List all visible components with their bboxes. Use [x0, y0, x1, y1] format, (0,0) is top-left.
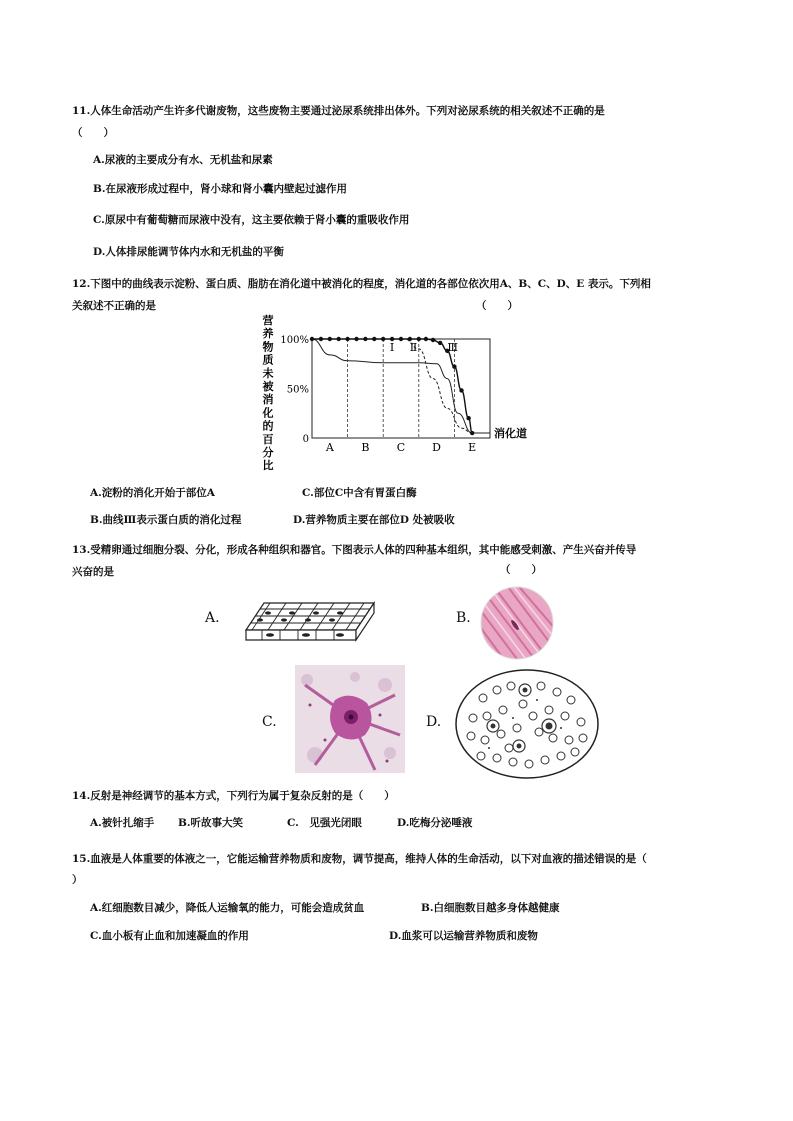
series-3-point	[337, 337, 341, 341]
series-3-point	[438, 341, 442, 345]
q14-option-a: A.被针扎缩手	[90, 817, 155, 829]
q12-option-d: D.营养物质主要在部位D 处被吸收	[293, 514, 455, 526]
y-axis-label-char: 化	[262, 406, 274, 420]
y-axis-label	[262, 313, 275, 472]
curve-label: Ⅰ	[389, 340, 395, 354]
y-tick-label: 100%	[280, 335, 309, 346]
curve-label: Ⅲ	[447, 340, 458, 354]
q12-option-b: B.曲线Ⅲ表示蛋白质的消化过程	[90, 514, 242, 526]
x-category-label: A	[325, 441, 334, 454]
y-axis-label-char: 被	[262, 380, 274, 393]
x-category-label: E	[468, 441, 477, 454]
q15-option-b: B.白细胞数目越多身体越健康	[421, 902, 560, 914]
q12-paren: （ ）	[476, 300, 518, 312]
q15-stem: 15.血液是人体重要的体液之一，它能运输营养物质和废物，调节提高，维持人体的生命活动，以下对血液的描述错误的是（	[72, 853, 647, 865]
series-3-point	[431, 338, 435, 342]
y-tick-label: 0	[302, 434, 309, 445]
q11-stem: 11.人体生命活动产生许多代谢废物，这些废物主要通过泌尿系统排出体外。下列对泌尿系统的相关叙述不正确的是	[72, 105, 605, 117]
series-3-point	[424, 337, 428, 341]
series-3-point	[459, 388, 463, 392]
x-category-label: B	[361, 441, 370, 454]
series-3-point	[399, 337, 403, 341]
y-tick-label: 50%	[286, 384, 309, 396]
curve-label: Ⅱ	[409, 340, 418, 354]
blood-tissue-image	[453, 668, 601, 780]
series-3-point	[470, 431, 474, 435]
q11-option-d: D.人体排尿能调节体内水和无机盐的平衡	[93, 246, 284, 258]
epithelial-tissue-image	[240, 598, 378, 646]
q11-paren: （ ）	[72, 127, 114, 139]
q12-stem-line2: 关叙述不正确的是	[72, 300, 156, 312]
q11-option-c: C.原尿中有葡萄糖而尿液中没有，这主要依赖于肾小囊的重吸收作用	[93, 214, 410, 226]
y-axis-label-char: 质	[262, 353, 274, 367]
digestion-chart	[250, 312, 540, 477]
q12-option-a: A.淀粉的消化开始于部位A	[90, 487, 215, 499]
y-axis-label-char: 比	[262, 459, 274, 473]
series-3-point	[372, 337, 376, 341]
y-axis-label-char: 消	[262, 393, 274, 407]
q14-stem: 14.反射是神经调节的基本方式，下列行为属于复杂反射的是（ ）	[72, 790, 395, 802]
series-lines	[310, 337, 490, 435]
y-tick-labels	[280, 335, 309, 445]
y-axis-label-char: 分	[262, 446, 274, 459]
q15-option-d: D.血浆可以运输营养物质和废物	[389, 930, 538, 942]
series-3-point	[354, 337, 358, 341]
x-category-label: D	[432, 441, 442, 454]
q12-stem: 12.下图中的曲线表示淀粉、蛋白质、脂肪在消化道中被消化的程度，消化道的各部位依次用A、B、C、D、E 表示。下列相	[72, 278, 651, 290]
y-axis-label-char: 百	[262, 432, 274, 446]
q12-option-c: C.部位C中含有胃蛋白酶	[302, 487, 417, 499]
q15-option-c: C.血小板有止血和加速凝血的作用	[90, 930, 249, 942]
q13-stem: 13.受精卵通过细胞分裂、分化，形成各种组织和器官。下图表示人体的四种基本组织，其中能感受刺激、产生兴奋并传导	[72, 544, 637, 556]
curve-labels	[390, 341, 458, 354]
series-line-1	[312, 339, 490, 433]
q15-option-a: A.红细胞数目减少，降低人运输氧的能力，可能会造成贫血	[90, 902, 365, 914]
series-3-point	[319, 337, 323, 341]
series-3-point	[417, 337, 421, 341]
plot-frame	[312, 339, 490, 438]
series-3-point	[381, 337, 385, 341]
q13-stem-line2: 兴奋的是	[72, 566, 114, 578]
q11-option-b: B.在尿液形成过程中，肾小球和肾小囊内壁起过滤作用	[93, 183, 348, 195]
x-category-labels	[325, 441, 476, 454]
q14-option-c: C. 见强光闭眼	[287, 817, 362, 829]
q13-paren: （ ）	[500, 564, 542, 576]
x-category-label: C	[396, 441, 406, 454]
x-axis-label: 消化道	[494, 427, 527, 441]
y-axis-label-char: 养	[262, 327, 274, 341]
series-3-point	[328, 337, 332, 341]
q11-option-a: A.尿液的主要成分有水、无机盐和尿素	[93, 154, 273, 166]
series-3-point	[310, 337, 314, 341]
q14-option-b: B.听故事大笑	[178, 817, 244, 829]
y-axis-label-char: 未	[262, 366, 274, 380]
q14-option-d: D.吃梅分泌唾液	[397, 817, 473, 829]
q15-stem-line2: ）	[72, 874, 83, 886]
tissue-a-label: A.	[205, 610, 220, 626]
nervous-tissue-image	[295, 665, 405, 773]
series-3-point	[345, 337, 349, 341]
y-axis-label-char: 的	[262, 419, 274, 433]
series-3-point	[452, 365, 456, 369]
y-axis-label-char: 物	[262, 340, 274, 354]
tissue-d-label: D.	[426, 714, 442, 730]
series-3-point	[466, 416, 470, 420]
tissue-c-label: C.	[262, 714, 277, 730]
y-axis-label-char: 营	[262, 314, 274, 327]
tissue-b-label: B.	[456, 610, 471, 626]
series-3-point	[363, 337, 367, 341]
region-dividers	[348, 339, 490, 438]
muscle-tissue-image	[479, 585, 555, 661]
